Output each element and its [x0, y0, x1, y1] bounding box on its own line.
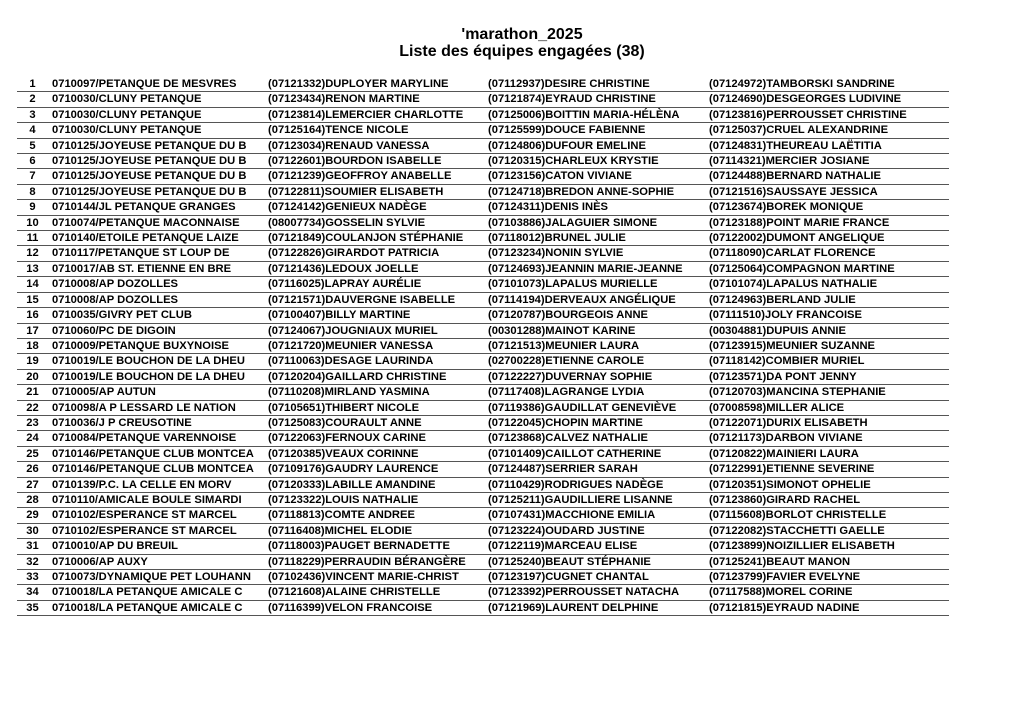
team-number: 18 — [17, 338, 50, 353]
team-row — [17, 138, 949, 153]
team-row — [17, 154, 949, 169]
team-player-3: (07123899)NOIZILLIER ELISABETH — [709, 539, 949, 554]
team-club: 0710097/PETANQUE DE MESVRES — [50, 77, 268, 92]
team-player-1: (07118003)PAUGET BERNADETTE — [268, 539, 488, 554]
team-player-3: (07123571)DA PONT JENNY — [709, 369, 949, 384]
team-number: 29 — [17, 508, 50, 523]
team-player-1: (07116408)MICHEL ELODIE — [268, 523, 488, 538]
team-player-1: (08007734)GOSSELIN SYLVIE — [268, 215, 488, 230]
team-player-3: (07124690)DESGEORGES LUDIVINE — [709, 92, 949, 107]
team-number: 22 — [17, 400, 50, 415]
team-player-2: (07119386)GAUDILLAT GENEVIÈVE — [488, 400, 709, 415]
team-player-3: (07118142)COMBIER MURIEL — [709, 354, 949, 369]
team-row — [17, 492, 949, 507]
team-player-2: (02700228)ETIENNE CAROLE — [488, 354, 709, 369]
team-number: 27 — [17, 477, 50, 492]
team-club: 0710140/ETOILE PETANQUE LAIZE — [50, 231, 268, 246]
team-number: 19 — [17, 354, 50, 369]
team-player-1: (07121849)COULANJON STÉPHANIE — [268, 231, 488, 246]
team-number: 5 — [17, 138, 50, 153]
team-row — [17, 400, 949, 415]
team-player-1: (07123434)RENON MARTINE — [268, 92, 488, 107]
team-player-2: (07123234)NONIN SYLVIE — [488, 246, 709, 261]
team-number: 16 — [17, 308, 50, 323]
teams-table — [17, 77, 949, 616]
team-club: 0710102/ESPERANCE ST MARCEL — [50, 508, 268, 523]
team-player-3: (07121173)DARBON VIVIANE — [709, 431, 949, 446]
team-player-2: (07124806)DUFOUR EMELINE — [488, 138, 709, 153]
team-number: 14 — [17, 277, 50, 292]
team-number: 15 — [17, 292, 50, 307]
team-number: 34 — [17, 585, 50, 600]
team-row — [17, 385, 949, 400]
team-player-3: (07120822)MAINIERI LAURA — [709, 446, 949, 461]
team-player-1: (07121608)ALAINE CHRISTELLE — [268, 585, 488, 600]
team-player-2: (07122227)DUVERNAY SOPHIE — [488, 369, 709, 384]
team-player-1: (07121571)DAUVERGNE ISABELLE — [268, 292, 488, 307]
team-player-2: (07118012)BRUNEL JULIE — [488, 231, 709, 246]
team-row — [17, 246, 949, 261]
team-club: 0710144/JL PETANQUE GRANGES — [50, 200, 268, 215]
team-row — [17, 369, 949, 384]
team-row — [17, 585, 949, 600]
team-player-1: (07120385)VEAUX CORINNE — [268, 446, 488, 461]
team-number: 10 — [17, 215, 50, 230]
team-player-2: (07123224)OUDARD JUSTINE — [488, 523, 709, 538]
team-player-1: (07124067)JOUGNIAUX MURIEL — [268, 323, 488, 338]
team-club: 0710102/ESPERANCE ST MARCEL — [50, 523, 268, 538]
team-club: 0710030/CLUNY PETANQUE — [50, 123, 268, 138]
team-player-3: (07123915)MEUNIER SUZANNE — [709, 338, 949, 353]
team-player-1: (07122063)FERNOUX CARINE — [268, 431, 488, 446]
team-number: 13 — [17, 261, 50, 276]
document-title: 'marathon_2025 — [461, 26, 583, 43]
team-row — [17, 508, 949, 523]
team-player-3: (07122991)ETIENNE SEVERINE — [709, 462, 949, 477]
team-number: 4 — [17, 123, 50, 138]
team-row — [17, 415, 949, 430]
team-player-1: (07121332)DUPLOYER MARYLINE — [268, 77, 488, 92]
team-player-3: (07124831)THEUREAU LAËTITIA — [709, 138, 949, 153]
team-number: 31 — [17, 539, 50, 554]
team-player-2: (07101409)CAILLOT CATHERINE — [488, 446, 709, 461]
team-club: 0710146/PETANQUE CLUB MONTCEA — [50, 462, 268, 477]
team-player-2: (07125006)BOITTIN MARIA-HÉLÈNA — [488, 107, 709, 122]
team-row — [17, 92, 949, 107]
team-club: 0710098/A P LESSARD LE NATION — [50, 400, 268, 415]
team-player-2: (07123392)PERROUSSET NATACHA — [488, 585, 709, 600]
team-row — [17, 554, 949, 569]
team-row — [17, 600, 949, 615]
team-club: 0710010/AP DU BREUIL — [50, 539, 268, 554]
team-player-1: (07116399)VELON FRANCOISE — [268, 600, 488, 615]
team-row — [17, 523, 949, 538]
team-club: 0710019/LE BOUCHON DE LA DHEU — [50, 354, 268, 369]
team-club: 0710084/PETANQUE VARENNOISE — [50, 431, 268, 446]
team-player-1: (07102436)VINCENT MARIE-CHRIST — [268, 570, 488, 585]
team-club: 0710030/CLUNY PETANQUE — [50, 107, 268, 122]
team-player-2: (07110429)RODRIGUES NADÈGE — [488, 477, 709, 492]
team-player-2: (07123197)CUGNET CHANTAL — [488, 570, 709, 585]
team-club: 0710008/AP DOZOLLES — [50, 292, 268, 307]
team-number: 26 — [17, 462, 50, 477]
team-player-1: (07120333)LABILLE AMANDINE — [268, 477, 488, 492]
team-number: 30 — [17, 523, 50, 538]
team-club: 0710074/PETANQUE MACONNAISE — [50, 215, 268, 230]
team-row — [17, 539, 949, 554]
team-player-3: (07123816)PERROUSSET CHRISTINE — [709, 107, 949, 122]
team-player-2: (07124718)BREDON ANNE-SOPHIE — [488, 184, 709, 199]
team-number: 32 — [17, 554, 50, 569]
team-player-1: (07118229)PERRAUDIN BÉRANGÈRE — [268, 554, 488, 569]
team-row — [17, 231, 949, 246]
team-club: 0710035/GIVRY PET CLUB — [50, 308, 268, 323]
team-player-2: (07124693)JEANNIN MARIE-JEANNE — [488, 261, 709, 276]
team-player-2: (07121969)LAURENT DELPHINE — [488, 600, 709, 615]
team-row — [17, 323, 949, 338]
team-player-3: (07123674)BOREK MONIQUE — [709, 200, 949, 215]
team-club: 0710146/PETANQUE CLUB MONTCEA — [50, 446, 268, 461]
team-club: 0710036/J P CREUSOTINE — [50, 415, 268, 430]
team-number: 25 — [17, 446, 50, 461]
team-player-1: (07121239)GEOFFROY ANABELLE — [268, 169, 488, 184]
team-player-3: (07121815)EYRAUD NADINE — [709, 600, 949, 615]
team-player-3: (07118090)CARLAT FLORENCE — [709, 246, 949, 261]
team-player-1: (07122811)SOUMIER ELISABETH — [268, 184, 488, 199]
team-row — [17, 292, 949, 307]
team-number: 9 — [17, 200, 50, 215]
team-player-1: (07121436)LEDOUX JOELLE — [268, 261, 488, 276]
team-player-1: (07100407)BILLY MARTINE — [268, 308, 488, 323]
team-club: 0710018/LA PETANQUE AMICALE C — [50, 600, 268, 615]
team-row — [17, 200, 949, 215]
team-club: 0710060/PC DE DIGOIN — [50, 323, 268, 338]
team-club: 0710125/JOYEUSE PETANQUE DU B — [50, 154, 268, 169]
team-number: 12 — [17, 246, 50, 261]
team-player-1: (07109176)GAUDRY LAURENCE — [268, 462, 488, 477]
team-player-2: (07101073)LAPALUS MURIELLE — [488, 277, 709, 292]
team-number: 24 — [17, 431, 50, 446]
team-player-3: (07123860)GIRARD RACHEL — [709, 492, 949, 507]
team-player-2: (07114194)DERVEAUX ANGÉLIQUE — [488, 292, 709, 307]
team-row — [17, 354, 949, 369]
team-player-1: (07125164)TENCE NICOLE — [268, 123, 488, 138]
team-player-3: (07122071)DURIX ELISABETH — [709, 415, 949, 430]
team-club: 0710019/LE BOUCHON DE LA DHEU — [50, 369, 268, 384]
team-number: 21 — [17, 385, 50, 400]
team-club: 0710117/PETANQUE ST LOUP DE — [50, 246, 268, 261]
team-player-3: (07008598)MILLER ALICE — [709, 400, 949, 415]
team-player-3: (07125037)CRUEL ALEXANDRINE — [709, 123, 949, 138]
team-player-2: (07125211)GAUDILLIERE LISANNE — [488, 492, 709, 507]
team-row — [17, 338, 949, 353]
team-player-3: (00304881)DUPUIS ANNIE — [709, 323, 949, 338]
team-club: 0710006/AP AUXY — [50, 554, 268, 569]
team-row — [17, 169, 949, 184]
team-player-3: (07124972)TAMBORSKI SANDRINE — [709, 77, 949, 92]
team-number: 3 — [17, 107, 50, 122]
team-club: 0710125/JOYEUSE PETANQUE DU B — [50, 138, 268, 153]
team-number: 28 — [17, 492, 50, 507]
team-row — [17, 431, 949, 446]
team-row — [17, 570, 949, 585]
team-club: 0710030/CLUNY PETANQUE — [50, 92, 268, 107]
team-player-2: (07121513)MEUNIER LAURA — [488, 338, 709, 353]
team-player-3: (07123188)POINT MARIE FRANCE — [709, 215, 949, 230]
team-player-2: (07117408)LAGRANGE LYDIA — [488, 385, 709, 400]
team-row — [17, 462, 949, 477]
team-row — [17, 184, 949, 199]
team-row — [17, 477, 949, 492]
team-club: 0710018/LA PETANQUE AMICALE C — [50, 585, 268, 600]
team-row — [17, 215, 949, 230]
team-player-2: (07120787)BOURGEOIS ANNE — [488, 308, 709, 323]
team-number: 35 — [17, 600, 50, 615]
team-number: 17 — [17, 323, 50, 338]
team-player-1: (07105651)THIBERT NICOLE — [268, 400, 488, 415]
team-club: 0710008/AP DOZOLLES — [50, 277, 268, 292]
team-player-3: (07121516)SAUSSAYE JESSICA — [709, 184, 949, 199]
team-row — [17, 277, 949, 292]
team-player-1: (07125083)COURAULT ANNE — [268, 415, 488, 430]
team-player-2: (07122045)CHOPIN MARTINE — [488, 415, 709, 430]
team-player-1: (07123322)LOUIS NATHALIE — [268, 492, 488, 507]
team-player-3: (07117588)MOREL CORINE — [709, 585, 949, 600]
team-player-2: (07107431)MACCHIONE EMILIA — [488, 508, 709, 523]
team-row — [17, 308, 949, 323]
team-club: 0710017/AB ST. ETIENNE EN BRE — [50, 261, 268, 276]
team-number: 1 — [17, 77, 50, 92]
team-player-1: (07123814)LEMERCIER CHARLOTTE — [268, 107, 488, 122]
team-club: 0710009/PETANQUE BUXYNOISE — [50, 338, 268, 353]
team-player-2: (07123156)CATON VIVIANE — [488, 169, 709, 184]
team-player-2: (07123868)CALVEZ NATHALIE — [488, 431, 709, 446]
team-player-2: (07121874)EYRAUD CHRISTINE — [488, 92, 709, 107]
team-player-3: (07114321)MERCIER JOSIANE — [709, 154, 949, 169]
team-player-3: (07120703)MANCINA STEPHANIE — [709, 385, 949, 400]
team-player-1: (07110208)MIRLAND YASMINA — [268, 385, 488, 400]
team-player-3: (07101074)LAPALUS NATHALIE — [709, 277, 949, 292]
team-player-2: (07112937)DESIRE CHRISTINE — [488, 77, 709, 92]
team-number: 23 — [17, 415, 50, 430]
team-player-2: (07125240)BEAUT STÉPHANIE — [488, 554, 709, 569]
team-player-1: (07121720)MEUNIER VANESSA — [268, 338, 488, 353]
teams-table-body — [17, 77, 949, 616]
team-club: 0710110/AMICALE BOULE SIMARDI — [50, 492, 268, 507]
team-player-3: (07124963)BERLAND JULIE — [709, 292, 949, 307]
team-player-2: (07103886)JALAGUIER SIMONE — [488, 215, 709, 230]
team-player-1: (07110063)DESAGE LAURINDA — [268, 354, 488, 369]
team-player-2: (07124311)DENIS INÈS — [488, 200, 709, 215]
team-number: 8 — [17, 184, 50, 199]
team-player-2: (07120315)CHARLEUX KRYSTIE — [488, 154, 709, 169]
team-player-1: (07120204)GAILLARD CHRISTINE — [268, 369, 488, 384]
team-row — [17, 261, 949, 276]
team-player-1: (07124142)GENIEUX NADÈGE — [268, 200, 488, 215]
team-player-1: (07122601)BOURDON ISABELLE — [268, 154, 488, 169]
team-club: 0710125/JOYEUSE PETANQUE DU B — [50, 169, 268, 184]
team-row — [17, 107, 949, 122]
team-row — [17, 77, 949, 92]
team-player-3: (07120351)SIMONOT OPHELIE — [709, 477, 949, 492]
team-player-2: (07122119)MARCEAU ELISE — [488, 539, 709, 554]
team-club: 0710073/DYNAMIQUE PET LOUHANN — [50, 570, 268, 585]
team-player-1: (07123034)RENAUD VANESSA — [268, 138, 488, 153]
team-player-1: (07122826)GIRARDOT PATRICIA — [268, 246, 488, 261]
team-row — [17, 123, 949, 138]
team-player-2: (00301288)MAINOT KARINE — [488, 323, 709, 338]
team-number: 7 — [17, 169, 50, 184]
team-number: 11 — [17, 231, 50, 246]
team-player-2: (07125599)DOUCE FABIENNE — [488, 123, 709, 138]
team-club: 0710125/JOYEUSE PETANQUE DU B — [50, 184, 268, 199]
team-number: 33 — [17, 570, 50, 585]
document-subtitle: Liste des équipes engagées (38) — [399, 43, 645, 60]
team-number: 20 — [17, 369, 50, 384]
team-player-3: (07123799)FAVIER EVELYNE — [709, 570, 949, 585]
team-row — [17, 446, 949, 461]
team-player-3: (07124488)BERNARD NATHALIE — [709, 169, 949, 184]
team-player-3: (07122002)DUMONT ANGELIQUE — [709, 231, 949, 246]
team-club: 0710139/P.C. LA CELLE EN MORV — [50, 477, 268, 492]
team-player-3: (07111510)JOLY FRANCOISE — [709, 308, 949, 323]
team-number: 6 — [17, 154, 50, 169]
team-number: 2 — [17, 92, 50, 107]
team-player-3: (07115608)BORLOT CHRISTELLE — [709, 508, 949, 523]
team-player-3: (07125241)BEAUT MANON — [709, 554, 949, 569]
team-player-1: (07118813)COMTE ANDREE — [268, 508, 488, 523]
team-player-2: (07124487)SERRIER SARAH — [488, 462, 709, 477]
team-player-1: (07116025)LAPRAY AURÉLIE — [268, 277, 488, 292]
team-player-3: (07125064)COMPAGNON MARTINE — [709, 261, 949, 276]
team-club: 0710005/AP AUTUN — [50, 385, 268, 400]
team-player-3: (07122082)STACCHETTI GAELLE — [709, 523, 949, 538]
